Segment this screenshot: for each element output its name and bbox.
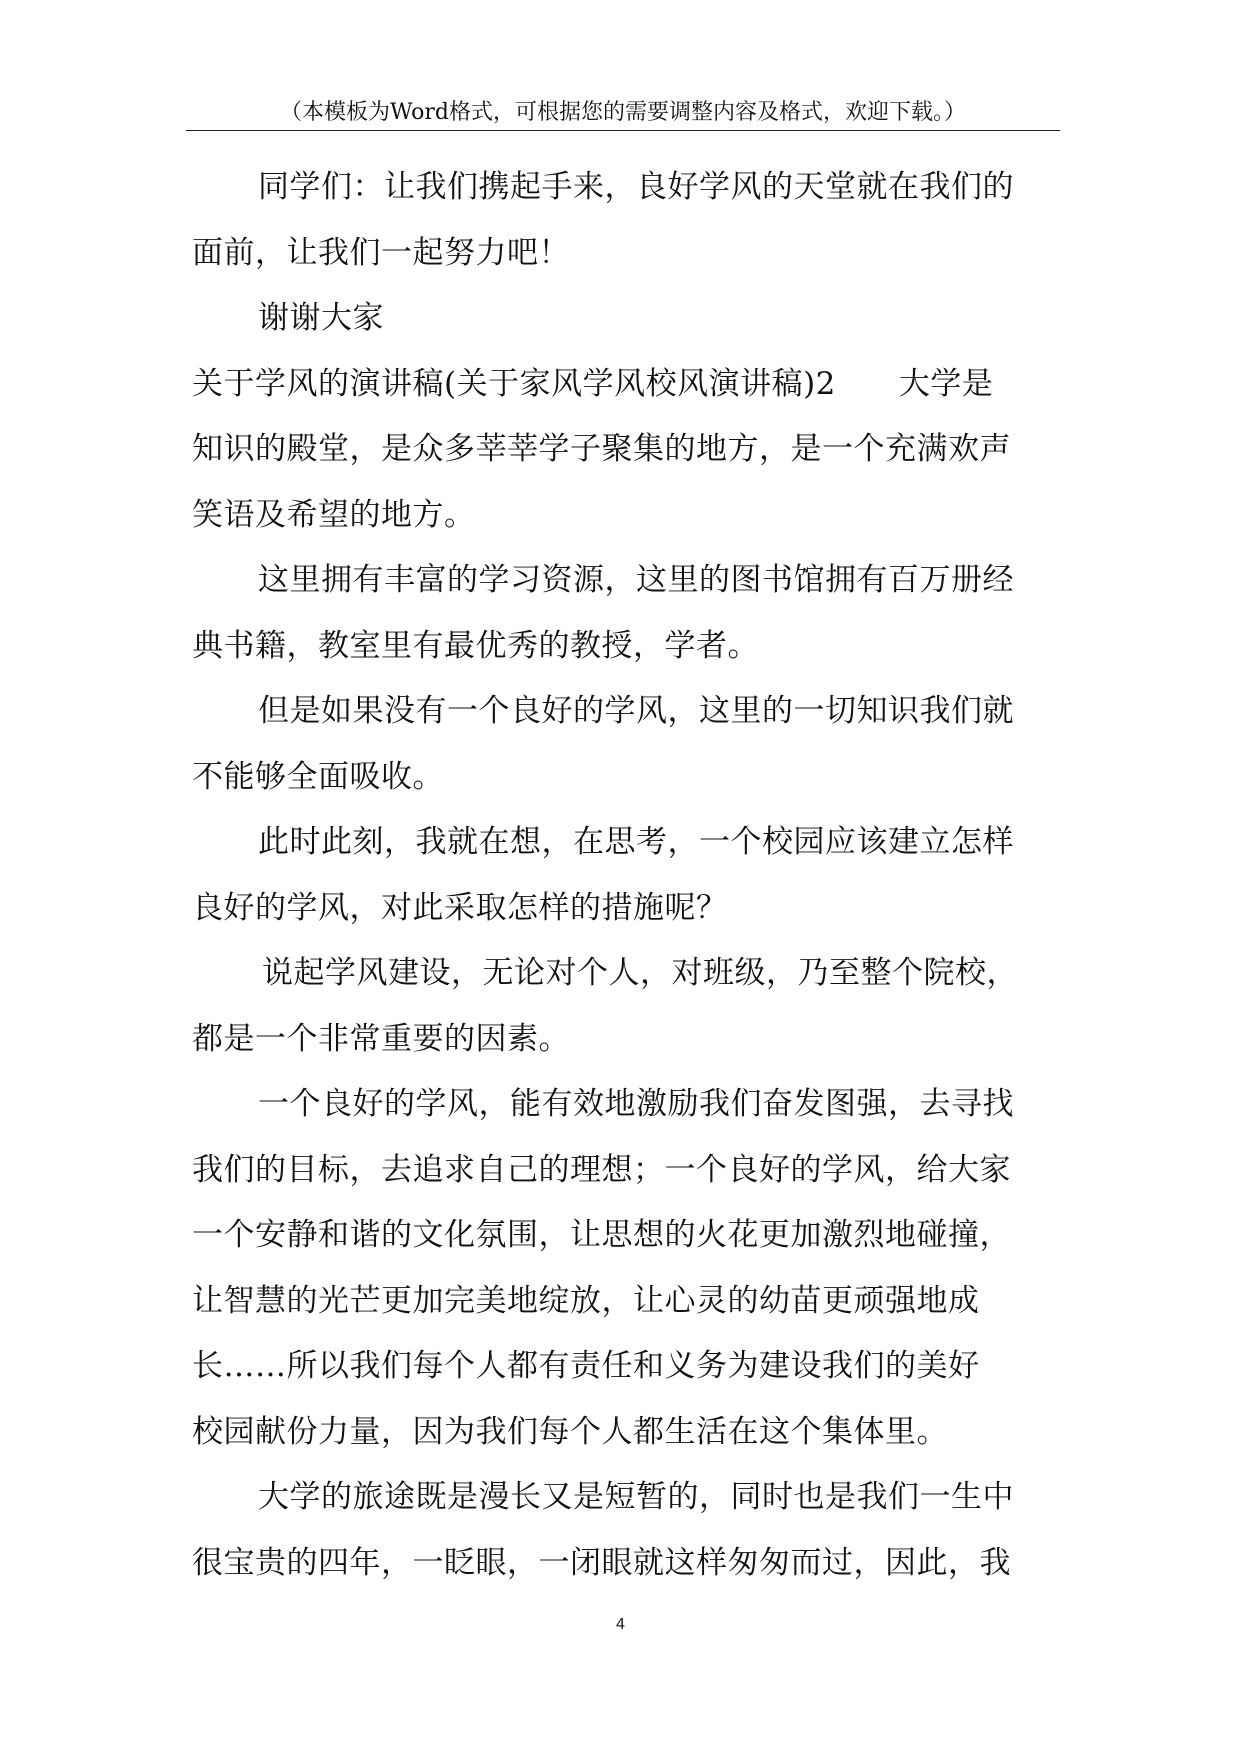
paragraph-line: 大学的旅途既是漫长又是短暂的，同时也是我们一生中	[258, 1479, 1014, 1515]
paragraph-line: 知识的殿堂，是众多莘莘学子聚集的地方，是一个充满欢声	[192, 431, 1011, 467]
paragraph-line: 但是如果没有一个良好的学风，这里的一切知识我们就	[258, 693, 1014, 729]
page-number: 4	[615, 1615, 626, 1633]
section-title-line: 关于学风的演讲稿(关于家风学风校风演讲稿)2 大学是	[192, 365, 994, 402]
paragraph-line: 此时此刻，我就在想，在思考，一个校园应该建立怎样	[258, 824, 1014, 860]
header-divider	[186, 130, 1060, 131]
paragraph-line: 良好的学风，对此采取怎样的措施呢？	[192, 889, 728, 926]
paragraph-line: 一个安静和谐的文化氛围，让思想的火花更加激烈地碰撞，	[192, 1217, 1011, 1253]
paragraph-line: 我们的目标，去追求自己的理想；一个良好的学风，给大家	[192, 1151, 1011, 1188]
paragraph-line: 典书籍，教室里有最优秀的教授，学者。	[192, 627, 759, 664]
paragraph-line: 一个良好的学风，能有效地激励我们奋发图强，去寻找	[258, 1086, 1014, 1122]
paragraph-line: 同学们：让我们携起手来，良好学风的天堂就在我们的	[258, 169, 1014, 205]
paragraph-line: 这里拥有丰富的学习资源，这里的图书馆拥有百万册经	[258, 562, 1014, 598]
paragraph-line: 长……所以我们每个人都有责任和义务为建设我们的美好	[192, 1348, 980, 1384]
paragraph-line: 笑语及希望的地方。	[192, 496, 476, 533]
paragraph-line: 很宝贵的四年，一眨眼，一闭眼就这样匆匆而过，因此，我	[192, 1544, 1011, 1581]
template-note-header: （本模板为Word格式，可根据您的需要调整内容及格式，欢迎下载。）	[280, 100, 966, 125]
paragraph-line: 不能够全面吸收。	[192, 758, 444, 795]
paragraph-line: 都是一个非常重要的因素。	[192, 1020, 570, 1057]
paragraph-line: 面前，让我们一起努力吧！	[192, 234, 570, 271]
paragraph-line: 谢谢大家	[258, 300, 384, 336]
document-body	[192, 155, 1072, 1596]
paragraph-line: 校园献份力量，因为我们每个人都生活在这个集体里。	[192, 1413, 948, 1450]
paragraph-line: 让智慧的光芒更加完美地绽放，让心灵的幼苗更顽强地成	[192, 1282, 980, 1319]
paragraph-line: 说起学风建设，无论对个人，对班级，乃至整个院校，	[262, 955, 1018, 991]
